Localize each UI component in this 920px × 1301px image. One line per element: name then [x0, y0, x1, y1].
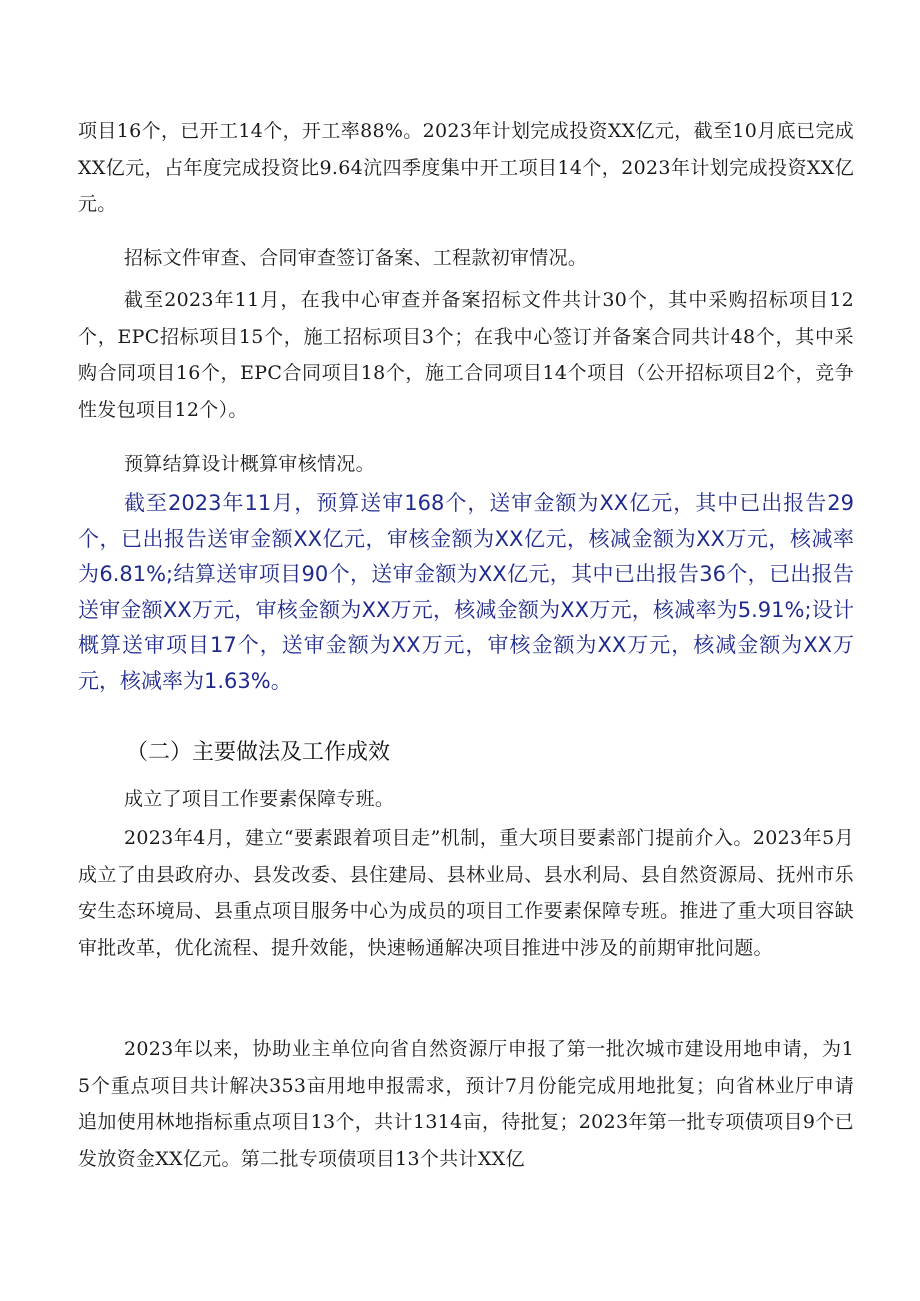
paragraph-budget-review-title: 预算结算设计概算审核情况。	[124, 453, 375, 475]
paragraph-bidding-review-title: 招标文件审查、合同审查签订备案、工程款初审情况。	[124, 247, 588, 269]
paragraph-task-force-title: 成立了项目工作要素保障专班。	[124, 788, 395, 810]
paragraph-budget-review-details: 截至2023年11月，预算送审168个，送审金额为XX亿元，其中已出报告29个，已出报告送审金额XX亿元，审核金额为XX亿元，核减金额为XX万元，核减率为6.81%;结算送审项目90个，送审金额为XX亿元，其中已出报告36个，已出报告送审金额XX万元，审核金额为XX万元，核减金额为XX万元，核减率为5.91%;设计概算送审项目17个，送审金额为XX万元，审核金额为XX万元，核减金额为XX万元，核减率为1.63%。	[78, 491, 854, 693]
paragraph-land-and-bonds: 2023年以来，协助业主单位向省自然资源厅申报了第一批次城市建设用地申请，为15个重点项目共计解决353亩用地申报需求，预计7月份能完成用地批复；向省林业厅申请追加使用林地指标重点项目13个，共计1314亩，待批复；2023年第一批专项债项目9个已发放资金XX亿元。第二批专项债项目13个共计XX亿	[78, 1038, 854, 1170]
section-heading-main-practices: （二）主要做法及工作成效	[126, 740, 391, 765]
paragraph-bidding-review-details: 截至2023年11月，在我中心审查并备案招标文件共计30个，其中采购招标项目12个，EPC招标项目15个，施工招标项目3个；在我中心签订并备案合同共计48个，其中采购合同项目16个，EPC合同项目18个，施工合同项目14个项目（公开招标项目2个，竞争性发包项目12个）。	[78, 289, 854, 421]
paragraph-investment-progress: 项目16个，已开工14个，开工率88%。2023年计划完成投资XX亿元，截至10月底已完成XX亿元，占年度完成投资比9.64沆四季度集中开工项目14个，2023年计划完成投资XX亿元。	[78, 120, 854, 215]
paragraph-task-force-details: 2023年4月，建立“要素跟着项目走”机制，重大项目要素部门提前介入。2023年5月成立了由县政府办、县发改委、县住建局、县林业局、县水利局、县自然资源局、抚州市乐安生态环境局、县重点项目服务中心为成员的项目工作要素保障专班。推进了重大项目容缺审批改革，优化流程、提升效能，快速畅通解决项目推进中涉及的前期审批问题。	[78, 827, 854, 959]
